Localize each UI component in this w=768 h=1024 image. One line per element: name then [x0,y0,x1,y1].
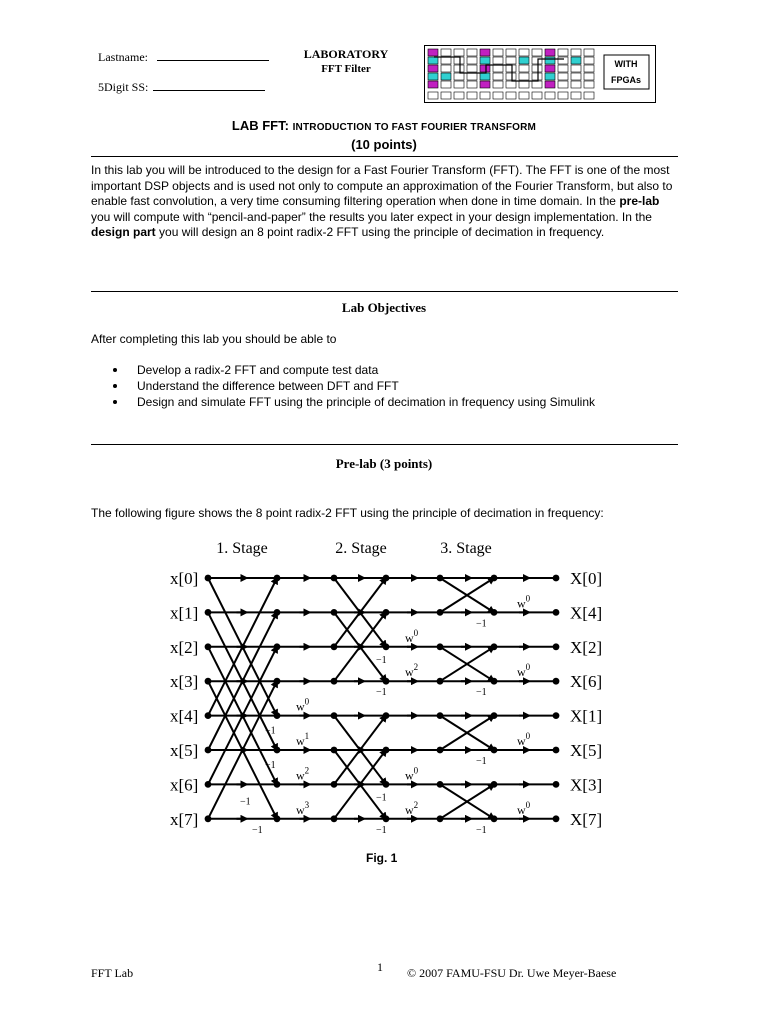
logo-cell [467,65,477,72]
logo-cell [571,81,581,88]
logo-cell [467,57,477,64]
logo-cell [441,49,451,56]
butterfly-node [491,815,498,822]
butterfly-node [437,781,444,788]
twiddle-label: $w^2$ [405,662,419,680]
input-label: x[4] [170,706,199,726]
logo-cell [480,81,490,88]
butterfly-node [437,575,444,582]
prelab-heading: Pre-lab (3 points) [335,456,433,471]
butterfly-node [491,575,498,582]
minus-one-label: −1 [265,760,276,771]
butterfly-node [383,643,390,650]
minus-one-label: −1 [476,824,487,836]
lastname-label: Lastname: [98,50,148,64]
logo-cell [519,65,529,72]
butterfly-node [437,609,444,616]
butterfly-node [205,678,212,685]
twiddle-label: $w^0$ [405,627,419,645]
lab-label: LABORATORY [303,47,389,61]
input-label: x[0] [170,569,199,588]
prelab-text: The following figure shows the 8 point radix-2 FFT using the principle of decimation in frequency: [91,506,604,520]
logo-cell [558,49,568,56]
butterfly-node [205,575,212,582]
logo-cell [454,57,464,64]
dsp-with-fpgas-logo [424,45,656,103]
butterfly-node [553,815,560,822]
logo-cell [480,57,490,64]
logo-cell [519,57,529,64]
output-label: X[5] [570,741,603,760]
butterfly-node [553,575,560,582]
logo-cell [558,73,568,80]
butterfly-node [491,609,498,616]
butterfly-node [491,712,498,719]
twiddle-label: $w^0$ [517,593,531,611]
twiddle-label: $w^0$ [405,765,419,783]
logo-cell [584,73,594,80]
input-label: x[6] [170,775,199,795]
twiddle-label: $w^2$ [405,799,419,817]
output-label: X[4] [570,603,603,623]
twiddle-label: $w^0$ [517,662,531,680]
bullet-icon [113,384,117,388]
butterfly-node [383,747,390,754]
logo-cell [480,49,490,56]
logo-cell [571,49,581,56]
butterfly-node [331,747,338,754]
lastname-line[interactable] [157,48,269,61]
ss-line[interactable] [153,78,265,91]
butterfly-node [491,643,498,650]
butterfly-node [553,643,560,650]
logo-cell [480,73,490,80]
logo-cell [441,57,451,64]
logo-cell [545,65,555,72]
twiddle-label: $w^1$ [296,731,310,748]
ss-field[interactable] [98,78,265,95]
intro-paragraph [91,163,681,241]
logo-text-with: WITH [614,59,638,69]
logo-cell [584,81,594,88]
logo-cell [454,49,464,56]
objectives-heading: Lab Objectives [341,300,427,315]
logo-bottom-cell [506,92,516,99]
butterfly-node [331,781,338,788]
logo-cell [454,65,464,72]
butterfly-node [331,815,338,822]
logo-bottom-cell [519,92,529,99]
divider-1 [91,156,678,157]
butterfly-node [437,815,444,822]
output-label: X[7] [570,809,603,829]
footer-left: FFT Lab [91,966,134,980]
lab-title-block [281,47,411,77]
logo-cell [467,81,477,88]
butterfly-node [553,747,560,754]
input-label: x[2] [170,637,199,657]
minus-one-label: −1 [476,618,487,630]
logo-cell [428,73,438,80]
butterfly-node [437,747,444,754]
stage-label: 1. Stage [216,540,268,557]
butterfly-node [205,712,212,719]
page-number: 1 [377,960,383,974]
butterfly-node [274,643,281,650]
logo-cell [506,57,516,64]
butterfly-node [205,747,212,754]
intro-text-1: In this lab you will be introduced to the design for a Fast Fourier Transform (FFT). The FFT is one of the most important DSP objects and is used not only to compute an approximation of the Fourier Transform, but also to enable fast convolution, a very time consuming filtering operation when done in time domain. In the [91,163,673,209]
logo-cell [441,73,451,80]
logo-cell [519,49,529,56]
butterfly-node [274,747,281,754]
butterfly-node [274,815,281,822]
minus-one-label: −1 [252,824,263,836]
logo-cell [467,73,477,80]
logo-cell [571,73,581,80]
logo-cell [454,81,464,88]
butterfly-node [205,643,212,650]
logo-cell [584,49,594,56]
butterfly-node [383,575,390,582]
minus-one-label: −1 [376,824,387,836]
butterfly-node [383,609,390,616]
title-prefix: LAB FFT: [231,118,293,133]
logo-cell [545,73,555,80]
divider-2 [91,291,678,292]
ss-label: 5Digit SS: [98,80,149,94]
logo-cell [493,65,503,72]
input-label: x[1] [170,603,199,623]
logo-bottom-cell [441,92,451,99]
logo-cell [493,49,503,56]
butterfly-node [437,712,444,719]
lab-subtitle: FFT Filter [321,63,371,75]
list-item [113,362,595,378]
title-small-caps: INTRODUCTION TO FAST FOURIER TRANSFORM [292,122,537,133]
butterfly-node [331,712,338,719]
logo-cell [428,65,438,72]
logo-cell [428,57,438,64]
butterfly-node [553,712,560,719]
minus-one-label: −1 [265,725,276,737]
input-label: x[5] [170,741,199,760]
logo-cell [558,57,568,64]
logo-cell [532,81,542,88]
logo-cell [493,81,503,88]
butterfly-node [205,781,212,788]
butterfly-node [383,712,390,719]
butterfly-node [205,609,212,616]
minus-one-label: −1 [476,687,487,699]
list-item-text: Understand the difference between DFT and FFT [137,379,399,393]
lastname-field[interactable] [98,48,269,65]
minus-one-label: −1 [476,756,487,767]
butterfly-node [274,609,281,616]
bullet-icon [113,368,117,372]
logo-bottom-cell [558,92,568,99]
logo-cell [532,73,542,80]
logo-text-fpgas: FPGAs [610,75,642,85]
fft-butterfly-diagram [0,530,768,846]
list-item-text: Develop a radix-2 FFT and compute test data [137,363,379,377]
logo-cell [532,65,542,72]
list-item-text: Design and simulate FFT using the principle of decimation in frequency using Simulink [137,395,596,409]
logo-cell [558,65,568,72]
logo-cell [506,81,516,88]
butterfly-node [274,575,281,582]
logo-cell [480,65,490,72]
butterfly-node [205,815,212,822]
logo-cell [428,81,438,88]
logo-cell [532,49,542,56]
minus-one-label: −1 [240,796,251,808]
bullet-icon [113,400,117,404]
logo-cell [532,57,542,64]
intro-text-3: you will design an 8 point radix-2 FFT using the principle of decimation in frequency. [155,225,605,240]
logo-cell [545,81,555,88]
butterfly-node [437,678,444,685]
butterfly-node [491,747,498,754]
twiddle-label: $w^2$ [296,765,310,783]
logo-cell [506,65,516,72]
objectives-lead: After completing this lab you should be able to [91,332,337,346]
twiddle-label: $w^0$ [296,696,310,714]
butterfly-node [331,643,338,650]
logo-cell [571,65,581,72]
twiddle-label: $w^0$ [517,731,531,748]
logo-cell [545,49,555,56]
output-label: X[2] [570,637,603,657]
page-title [0,117,768,153]
butterfly-node [553,781,560,788]
logo-bottom-cell [493,92,503,99]
butterfly-node [274,678,281,685]
output-label: X[1] [570,706,603,726]
butterfly-node [553,609,560,616]
logo-bottom-cell [467,92,477,99]
stage-label: 2. Stage [335,540,387,557]
intro-bold-design: design part [91,225,156,240]
logo-bottom-cell [454,92,464,99]
intro-bold-prelab: pre-lab [619,194,660,209]
butterfly-node [383,815,390,822]
minus-one-label: −1 [376,687,387,699]
title-points: (10 points) [351,137,417,152]
butterfly-node [274,712,281,719]
logo-cell [584,57,594,64]
logo-cell [428,49,438,56]
butterfly-node [553,678,560,685]
logo-cell [493,57,503,64]
logo-cell [571,57,581,64]
logo-bottom-cell [545,92,555,99]
logo-cell [493,73,503,80]
input-label: x[7] [170,809,199,829]
minus-one-label: −1 [376,654,387,666]
butterfly-node [383,678,390,685]
list-item [113,394,595,410]
logo-cell [454,73,464,80]
footer-right: © 2007 FAMU-FSU Dr. Uwe Meyer-Baese [407,966,617,980]
butterfly-node [331,575,338,582]
logo-cell [506,73,516,80]
logo-cell [584,65,594,72]
objectives-list [113,362,595,410]
logo-cell [441,65,451,72]
output-label: X[6] [570,672,603,692]
minus-one-label: −1 [376,792,387,804]
intro-text-2: you will compute with “pencil-and-paper” the results you later expect in your design implementation. In the [91,209,652,224]
logo-cell [519,81,529,88]
logo-bottom-cell [571,92,581,99]
butterfly-node [331,609,338,616]
logo-cell [558,81,568,88]
divider-3 [91,444,678,445]
output-label: X[0] [570,569,603,588]
logo-bottom-cell [532,92,542,99]
input-label: x[3] [170,672,199,692]
logo-bottom-cell [584,92,594,99]
butterfly-node [491,781,498,788]
output-label: X[3] [570,775,603,795]
logo-cell [467,49,477,56]
figure-caption: Fig. 1 [366,851,398,865]
list-item [113,378,595,394]
butterfly-node [331,678,338,685]
logo-bottom-cell [480,92,490,99]
butterfly-node [491,678,498,685]
twiddle-label: $w^3$ [296,799,310,817]
stage-label: 3. Stage [440,540,492,557]
twiddle-label: $w^0$ [517,799,531,817]
butterfly-node [274,781,281,788]
logo-cell [519,73,529,80]
logo-bottom-cell [428,92,438,99]
logo-cell [506,49,516,56]
butterfly-node [437,643,444,650]
butterfly-node [383,781,390,788]
logo-cell [545,57,555,64]
logo-cell [441,81,451,88]
